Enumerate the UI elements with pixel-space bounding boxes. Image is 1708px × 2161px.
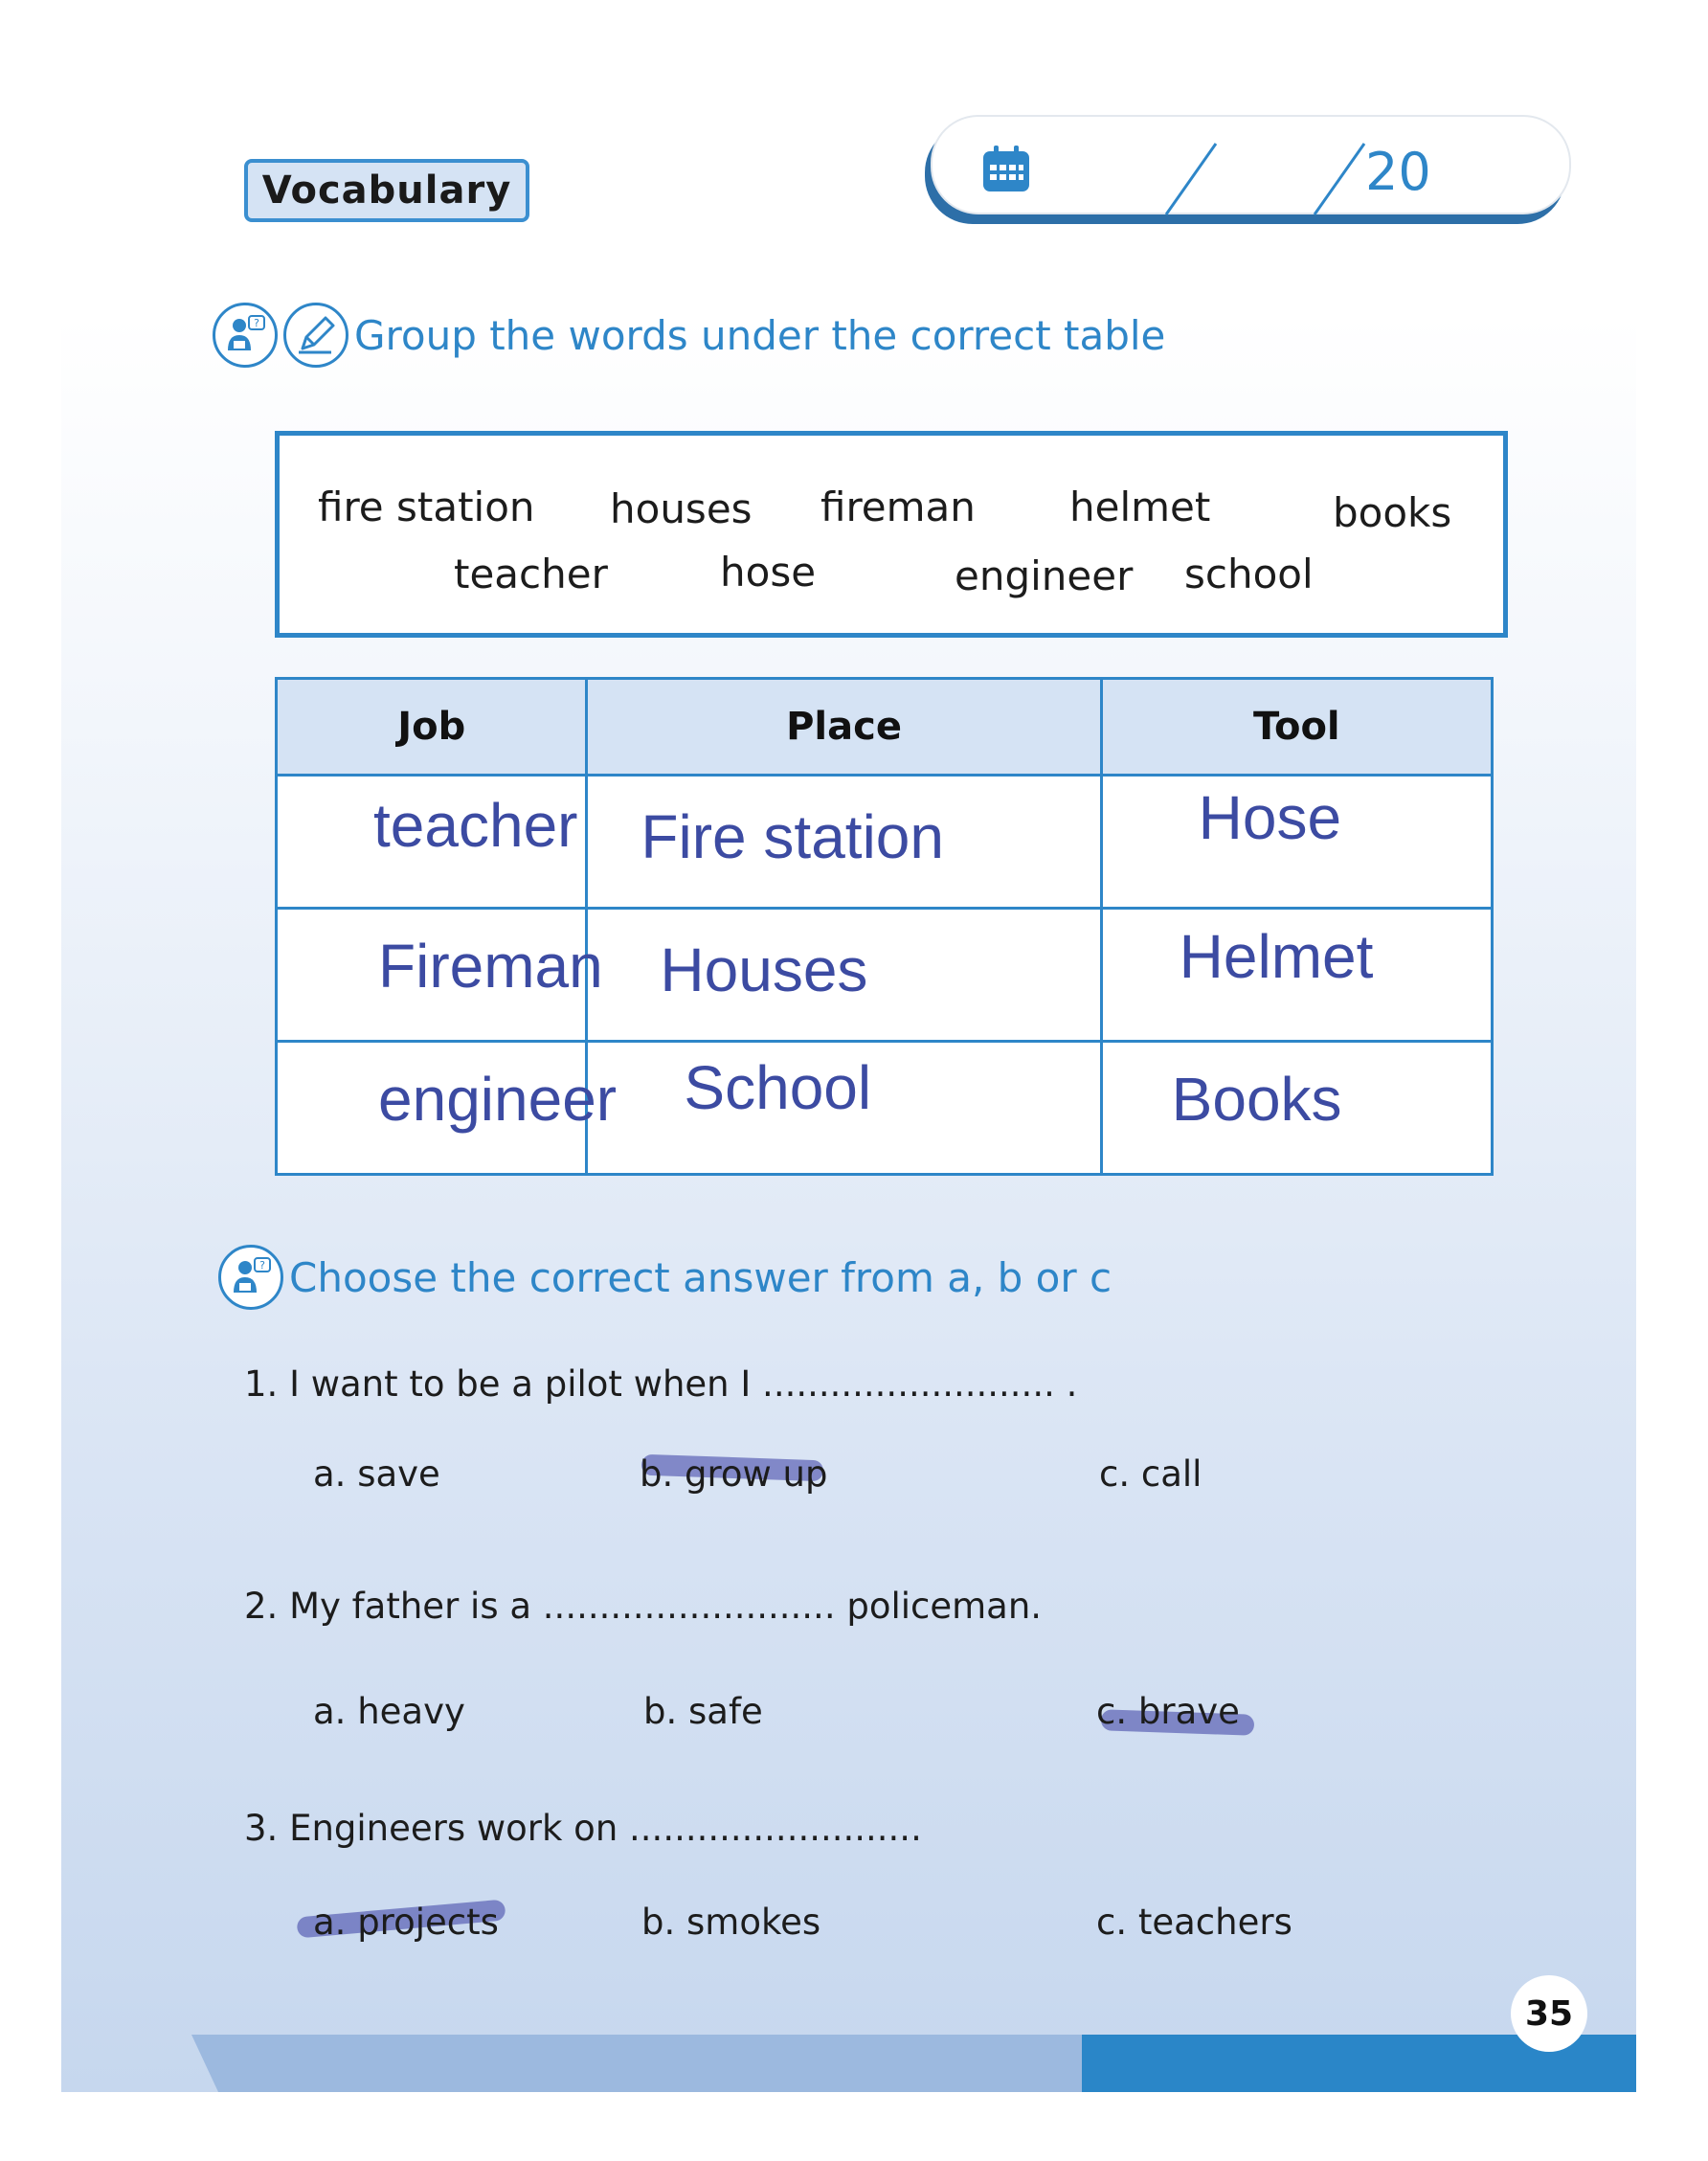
date-separator [1311, 142, 1368, 216]
table-header-tool: Tool [1101, 679, 1492, 776]
option-c: c. teachers [1096, 1902, 1292, 1943]
table-header-row [277, 679, 1493, 776]
handwritten-answer: engineer [378, 1065, 618, 1134]
word-bank-item: houses [610, 485, 753, 532]
table-cell [1101, 776, 1492, 909]
reader-question-icon [213, 303, 278, 368]
word-bank-item: fireman [820, 484, 976, 530]
handwritten-answer: teacher [373, 791, 578, 860]
table-row [277, 1042, 1493, 1175]
handwritten-answer: Fireman [378, 932, 603, 1001]
handwritten-answer: Houses [660, 935, 868, 1004]
pencil-icon [283, 303, 348, 368]
option-b: b. grow up [640, 1453, 828, 1495]
word-bank-item: teacher [454, 551, 608, 597]
grouping-table [275, 677, 1494, 1176]
option-a: a. heavy [313, 1691, 465, 1732]
table-row [277, 909, 1493, 1042]
reader-question-icon [218, 1245, 283, 1310]
handwritten-answer: School [684, 1053, 872, 1122]
word-bank-item: books [1333, 489, 1452, 536]
word-bank-item: fire station [318, 484, 535, 530]
handwritten-answer: Helmet [1179, 922, 1374, 991]
footer-band-light [191, 2035, 1082, 2092]
option-a: a. save [313, 1453, 440, 1495]
section2-title: Choose the correct answer from a, b or c [289, 1253, 1112, 1301]
section1-title-row [213, 303, 1165, 368]
table-cell [277, 909, 603, 1042]
handwritten-answer: Fire station [640, 802, 944, 871]
table-cell [587, 1042, 1101, 1175]
option-c: c. call [1099, 1453, 1202, 1495]
date-separator [1162, 142, 1220, 216]
handwritten-answer: Books [1171, 1065, 1342, 1134]
handwritten-answer: Hose [1198, 783, 1342, 852]
svg-text:?: ? [254, 317, 259, 329]
option-b: b. safe [643, 1691, 763, 1732]
word-bank-item: engineer [955, 552, 1134, 599]
table-cell [277, 1042, 618, 1175]
table-cell [1101, 909, 1492, 1042]
word-bank [275, 431, 1508, 638]
word-bank-item: helmet [1069, 484, 1211, 530]
table-cell [587, 909, 1101, 1042]
question-1: 1. I want to be a pilot when I .......................... . [244, 1363, 1078, 1405]
date-year: 20 [1365, 142, 1431, 202]
word-bank-item: hose [720, 549, 817, 596]
option-c: c. brave [1096, 1691, 1240, 1732]
section1-title: Group the words under the correct table [354, 311, 1166, 359]
table-header-place: Place [587, 679, 1101, 776]
table-cell [587, 776, 1101, 909]
page-number: 35 [1511, 1975, 1587, 2052]
section2-title-row [218, 1245, 1112, 1310]
question-3: 3. Engineers work on .......................... [244, 1808, 922, 1849]
svg-text:?: ? [259, 1259, 265, 1272]
option-b: b. smokes [641, 1902, 821, 1943]
calendar-icon [980, 144, 1032, 197]
option-a: a. projects [313, 1902, 499, 1943]
table-row [277, 776, 1493, 909]
table-header-job: Job [277, 679, 587, 776]
date-box [931, 115, 1571, 214]
vocabulary-badge: Vocabulary [244, 159, 529, 222]
word-bank-item: school [1184, 551, 1314, 597]
table-cell [1101, 1042, 1492, 1175]
table-cell [277, 776, 587, 909]
question-2: 2. My father is a .......................... policeman. [244, 1586, 1043, 1627]
